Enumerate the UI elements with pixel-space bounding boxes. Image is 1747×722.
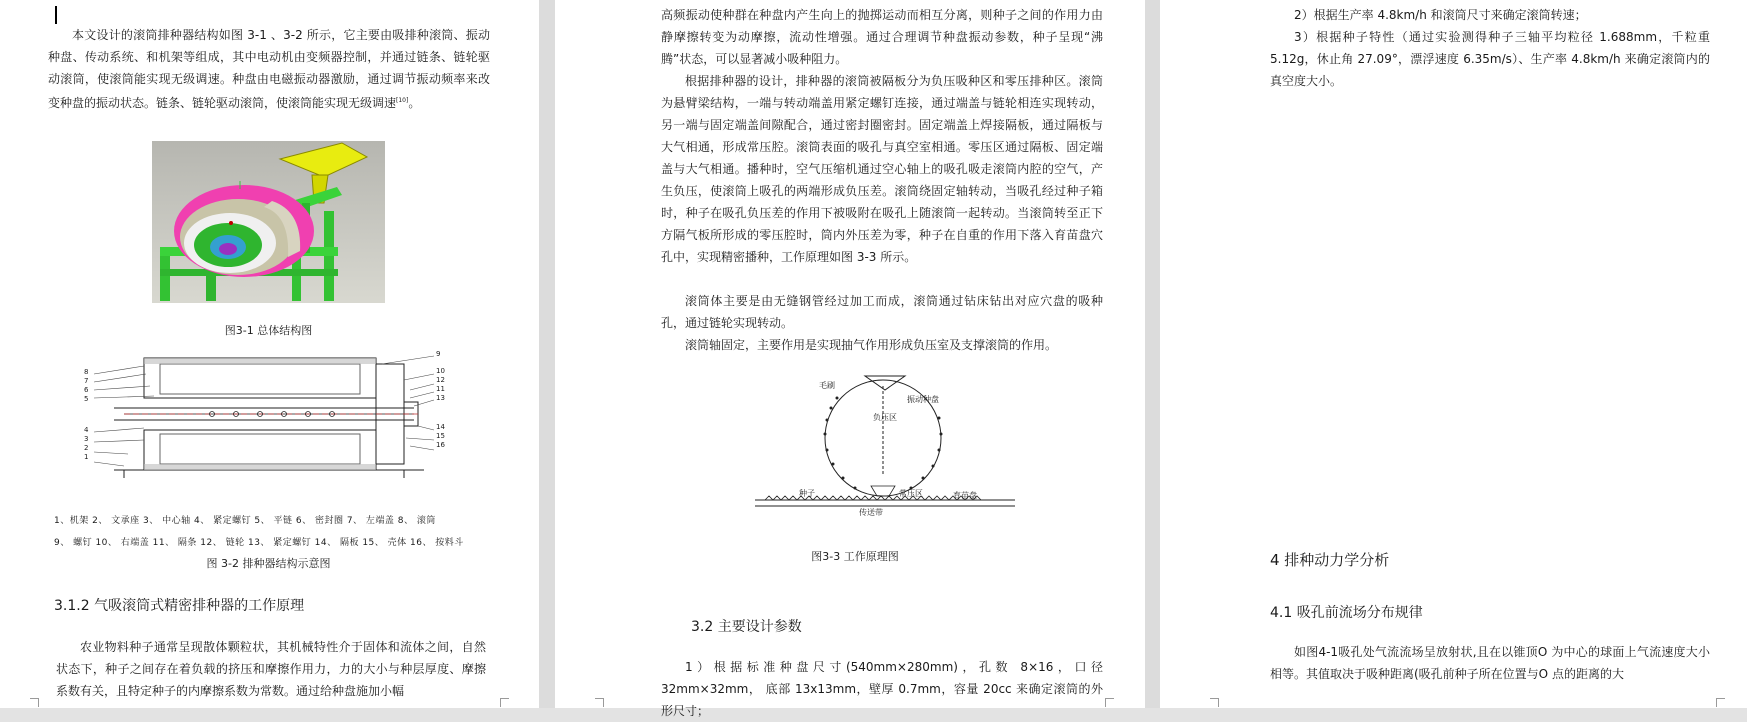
- figure-part-numbers-right: [436, 350, 445, 450]
- label-vibrating-plate: 振动种盘: [907, 395, 939, 404]
- paragraph[interactable]: 根据排种器的设计，排种器的滚筒被隔板分为负压吸种区和零压排种区。滚筒为悬臂梁结构，一端与转动端盖用紧定螺钉连接，通过端盖与链轮相连实现转动，另一端与固定端盖间隙配合，通过密封圈密封。固定端盖上焊接隔板，通过隔板与大气相通，形成常压腔。滚筒表面的吸孔与真空室相通。零压区通过隔板、固定端盖与大气相通。播种时，空气压缩机通过空心轴上的吸孔吸走滚筒内腔的空气，产生负压，使滚筒上吸孔的两端形成负压差。滚筒绕固定轴转动，当吸孔经过种子箱时，种子在吸孔负压差的作用下被吸附在吸孔上随滚筒一起转动。当滚筒转至正下方隔气板所形成的零压腔时，筒内外压差为零，种子在自重的作用下落入育苗盘穴孔中，实现精密播种，工作原理如图 3-3 所示。: [661, 74, 1103, 264]
- page-gap: [1145, 0, 1160, 708]
- page-corner-mark: [500, 698, 509, 707]
- section-heading: 3.1.2 气吸滚筒式精密排种器的工作原理: [54, 598, 305, 614]
- paragraph[interactable]: 滚筒体主要是由无缝钢管经过加工而成，滚筒通过钻床钻出对应穴盘的吸种孔，通过链轮实现转动。: [661, 294, 1103, 330]
- document-page-1: [0, 0, 539, 708]
- part-number: 13: [436, 394, 445, 402]
- page-corner-mark: [1716, 698, 1725, 707]
- figure-caption: 图3-3 工作原理图: [811, 550, 899, 563]
- page-corner-mark: [595, 698, 604, 707]
- part-number: 2: [84, 444, 89, 452]
- part-number: 8: [84, 368, 89, 376]
- figure-caption: 图3-1 总体结构图: [224, 324, 313, 337]
- part-number: 5: [84, 395, 89, 403]
- figure-legend: 9、 螺钉 10、 右端盖 11、 隔条 12、 链轮 13、 紧定螺钉 14、 隔板 15、 壳体 16、 按料斗: [54, 538, 464, 548]
- page-corner-mark: [1210, 698, 1219, 707]
- figure-3-3-diagram: [755, 368, 1025, 518]
- paragraph-end: 。: [408, 96, 421, 110]
- label-brush: 毛刷: [819, 381, 835, 390]
- label-seedling-tray: 育苗盘: [953, 491, 977, 500]
- part-number: 9: [436, 350, 441, 358]
- chapter-heading: 4 排种动力学分析: [1270, 551, 1390, 569]
- page-gap: [539, 0, 555, 708]
- label-seed: 种子: [799, 489, 815, 498]
- figure-part-numbers-left: [84, 368, 88, 462]
- part-number: 14: [436, 423, 445, 431]
- section-heading: 4.1 吸孔前流场分布规律: [1270, 605, 1423, 621]
- part-number: 7: [84, 377, 89, 385]
- text-cursor: [55, 6, 57, 24]
- figure-3-1-render: [152, 141, 385, 303]
- figure-caption: 图 3-2 排种器结构示意图: [206, 557, 331, 570]
- paragraph[interactable]: 如图4-1吸孔处气流流场呈放射状,且在以锥顶O 为中心的球面上气流速度大小相等。其值取决于吸种距离(吸孔前种子所在位置与O 点的距离的大: [1270, 645, 1710, 681]
- page-corner-mark: [1105, 698, 1114, 707]
- paragraph[interactable]: 滚筒轴固定，主要作用是实现抽气作用形成负压室及支撑滚筒的作用。: [685, 338, 1058, 352]
- paragraph[interactable]: 高频振动使种群在种盘内产生向上的抛掷运动而相互分离，则种子之间的作用力由静摩擦转变为动摩擦，流动性增强。通过合理调节种盘振动参数，种子呈现“沸腾”状态，可以显著减小吸种阻力。: [661, 8, 1103, 66]
- part-number: 1: [84, 453, 89, 461]
- page-corner-mark: [30, 698, 39, 707]
- part-number: 11: [436, 385, 445, 393]
- paragraph-text: 本文设计的滚筒排种器结构如图 3-1 、3-2 所示，它主要由吸排种滚筒、振动种盘、传动系统、和机架等组成，其中电动机由变频器控制，并通过链条、链轮驱动滚筒，使滚筒能实现无级调速。种盘由电磁振动器激励，通过调节振动频率来改变种盘的振动状态。链条、链轮驱动滚筒，使滚筒能实现无级调速: [48, 28, 490, 110]
- part-number: 15: [436, 432, 445, 440]
- label-normal-pressure-zone: 常压区: [899, 489, 923, 498]
- label-negative-pressure-zone: 负压区: [873, 413, 897, 422]
- citation-ref: [10]: [396, 97, 409, 104]
- section-heading: 3.2 主要设计参数: [691, 619, 802, 635]
- part-number: 3: [84, 435, 89, 443]
- part-number: 12: [436, 376, 445, 384]
- document-page-3: [1160, 0, 1747, 708]
- paragraph[interactable]: 1）根据标准种盘尺寸(540mm×280mm)，孔数 8×16，口径 32mm×32mm， 底部 13x13mm，壁厚 0.7mm，容量 20cc 来确定滚筒的外形尺寸；: [661, 660, 1103, 718]
- list-item[interactable]: 2）根据生产率 4.8km/h 和滚筒尺寸来确定滚筒转速；: [1294, 8, 1587, 22]
- figure-legend: 1、机架 2、 文承座 3、 中心轴 4、 紧定螺钉 5、 平链 6、 密封圈 7、 左端盖 8、 滚筒: [54, 516, 436, 526]
- paragraph[interactable]: [48, 24, 490, 114]
- list-item[interactable]: 3）根据种子特性（通过实验测得种子三轴平均粒径 1.688mm，千粒重 5.12g，休止角 27.09°，漂浮速度 6.35m/s）、生产率 4.8km/h 来确定滚筒内的真空度大小。: [1270, 30, 1710, 88]
- part-number: 10: [436, 367, 445, 375]
- part-number: 6: [84, 386, 89, 394]
- figure-3-2-drawing: [84, 350, 454, 478]
- document-page-2: [555, 0, 1145, 718]
- paragraph[interactable]: 农业物料种子通常呈现散体颗粒状，其机械特性介于固体和流体之间，自然状态下，种子之间存在着负载的挤压和摩擦作用力，力的大小与种层厚度、摩擦系数有关，且特定种子的内摩擦系数为常数。通过给种盘施加小幅: [56, 640, 486, 698]
- part-number: 4: [84, 426, 89, 434]
- part-number: 16: [436, 441, 445, 449]
- label-conveyor-belt: 传送带: [859, 508, 883, 517]
